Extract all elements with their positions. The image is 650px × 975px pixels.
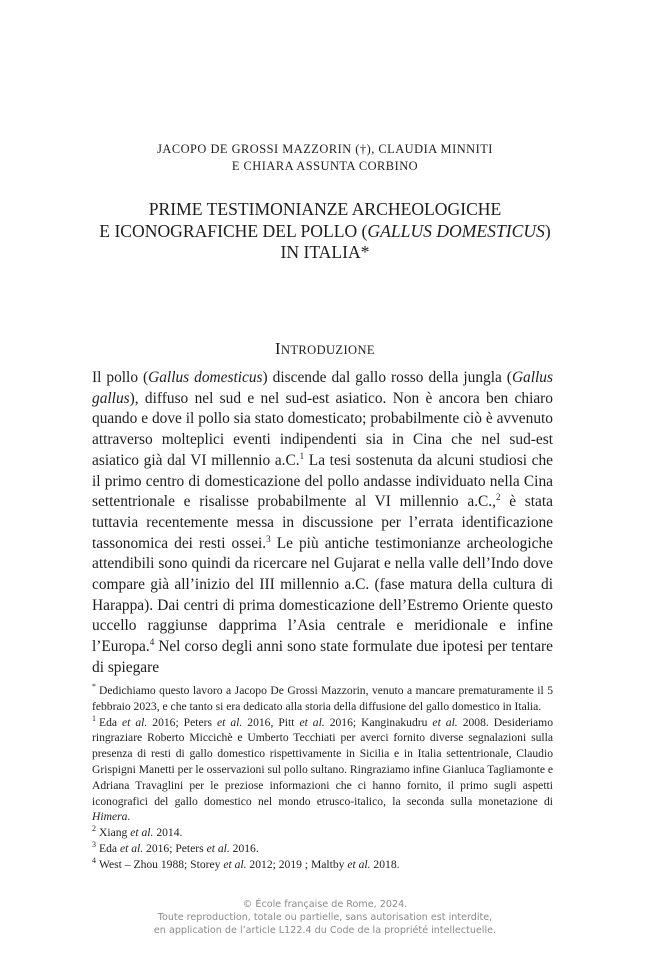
footnote-number: 2 [92,824,96,834]
footnote-2 [92,825,553,841]
italic-species-name: Gallus gallus [92,369,553,407]
copyright-line-3: en application de l’article L122.4 du Code de la propriété intellectuelle. [153,925,497,936]
footnote-text: 2008. Desideriamo ringraziare Roberto Miccichè e Umberto Tecchiati per averci fornito diverse segnalazioni sulla presenza di resti di gallo domestico rispettivamente in Sicilia e in Italia settentrionale, Claudio Grispigni Manetti per le osservazioni sul pollo sultano. Ringraziamo infine Gianluca Tagliamonte e Adriana Travaglini per le preziose informazioni che ci hanno fornito, il primo sugli aspetti iconografici del gallo domestico nel mondo etrusco-italico, la seconda sulla monetazione di [92,715,554,808]
body-text-run: è stata tuttavia recentemente messa in discussione per l’errata identificazione tassonomica dei resti ossei. [92,493,553,552]
copyright-notice [0,898,650,937]
intro-paragraph [92,368,553,679]
body-text-run: ), diffuso nel sud e nel sud-est asiatico. Non è ancora ben chiaro quando e dove il pollo sia stato domesticato; probabilmente ciò è avvenuto attraverso molteplici eventi indipendenti sia in Cina che nel sud-est asiatico già dal VI millennio a.C. [92,389,553,469]
article-title [0,199,650,264]
footnote-ref-3[interactable]: 3 [266,533,271,544]
footnote-text: Eda [99,715,123,729]
himera-italic: Himera [92,810,128,824]
title-line-3: IN ITALIA* [280,242,370,262]
footnote-text: 2016; Peters [147,715,217,729]
et-al-italic: et al. [347,857,371,871]
copyright-line-1: © École française de Rome, 2024. [242,899,408,910]
footnote-text: . [127,810,131,824]
authors-line-2: E CHIARA ASSUNTA CORBINO [231,159,419,173]
authors-line-1: JACOPO DE GROSSI MAZZORIN (†), CLAUDIA MINNITI [157,142,493,156]
footnote-ref-2[interactable]: 2 [496,492,501,503]
et-al-italic: et al. [223,857,247,871]
footnote-number: 4 [92,855,96,865]
et-al-italic: et al. [130,826,154,840]
section-heading-introduzione [0,339,650,360]
footnote-text: 2016. [229,841,259,855]
et-al-italic: et al. [217,715,243,729]
et-al-italic: et al. [206,841,230,855]
footnote-text: 2012; 2019 ; Maltby [246,857,348,871]
body-text-run: ) discende dal gallo rosso della jungla ( [262,369,512,386]
footnote-number: 1 [92,713,96,723]
authors-block [0,141,650,175]
heading-initial: I [275,339,281,358]
footnote-4 [92,857,553,873]
footnote-star [92,683,553,715]
et-al-italic: et al. [119,841,144,855]
et-al-italic: et al. [432,715,458,729]
body-paragraph [92,368,553,679]
footnote-text: 2014. [153,826,183,840]
body-text-run: Nel corso degli anni sono state formulate due ipotesi per tentare di spiegare [92,638,553,676]
et-al-italic: et al. [122,715,148,729]
title-line-2-post: ) [544,220,551,241]
footnote-text: Xiang [99,826,131,840]
et-al-italic: et al. [299,715,325,729]
footnote-ref-1[interactable]: 1 [299,450,305,461]
footnote-1 [92,715,553,826]
footnote-text: 2016; Peters [143,841,207,855]
body-text-run: Le più antiche testimonianze archeologiche attendibili sono quindi da ricercare nel Gujarat e nella valle dell’Indo dove compare già all’inizio del III millennio a.C. (fase matura della cultura di Harappa). Dai centri di prima domesticazione dell’Estremo Oriente questo uccello raggiunse dapprima l’Asia centrale e meridionale e infine l’Europa. [92,534,554,656]
body-text-run: Il pollo ( [92,369,149,386]
heading-rest: NTRODUZIONE [280,343,375,357]
footnote-star-marker: * [92,682,96,692]
title-line-2-pre: E ICONOGRAFICHE DEL POLLO ( [99,220,368,241]
copyright-line-2: Toute reproduction, totale ou partielle, sans autorisation est interdite, [157,912,493,923]
body-text-run: La tesi sostenuta da alcuni studiosi che il primo centro di domesticazione del pollo andasse individuato nella Cina settentrionale e risalisse probabilmente al VI millennio a.C., [92,451,553,511]
footnote-3 [92,841,553,857]
italic-species-name: Gallus domesticus [148,369,263,386]
footnote-text: 2018. [370,857,400,871]
footnote-number: 3 [92,840,96,850]
footnote-text: 2016; Kanginakudru [324,715,433,729]
footnotes-section [92,683,553,873]
footnote-text: West – Zhou 1988; Storey [99,857,224,871]
title-line-1: PRIME TESTIMONIANZE ARCHEOLOGICHE [148,199,502,219]
title-line-2 [0,221,650,243]
footnote-ref-4[interactable]: 4 [149,637,155,648]
footnote-text: Dedichiamo questo lavoro a Jacopo De Grossi Mazzorin, venuto a mancare prematuramente il 5 febbraio 2023, e che tanto si era dedicato alla storia della diffusione del gallo domestico in Italia. [92,684,553,713]
footnote-text: Eda [99,841,120,855]
title-species-italic: GALLUS DOMESTICUS [367,220,545,241]
footnote-text: 2016, Pitt [242,715,300,729]
